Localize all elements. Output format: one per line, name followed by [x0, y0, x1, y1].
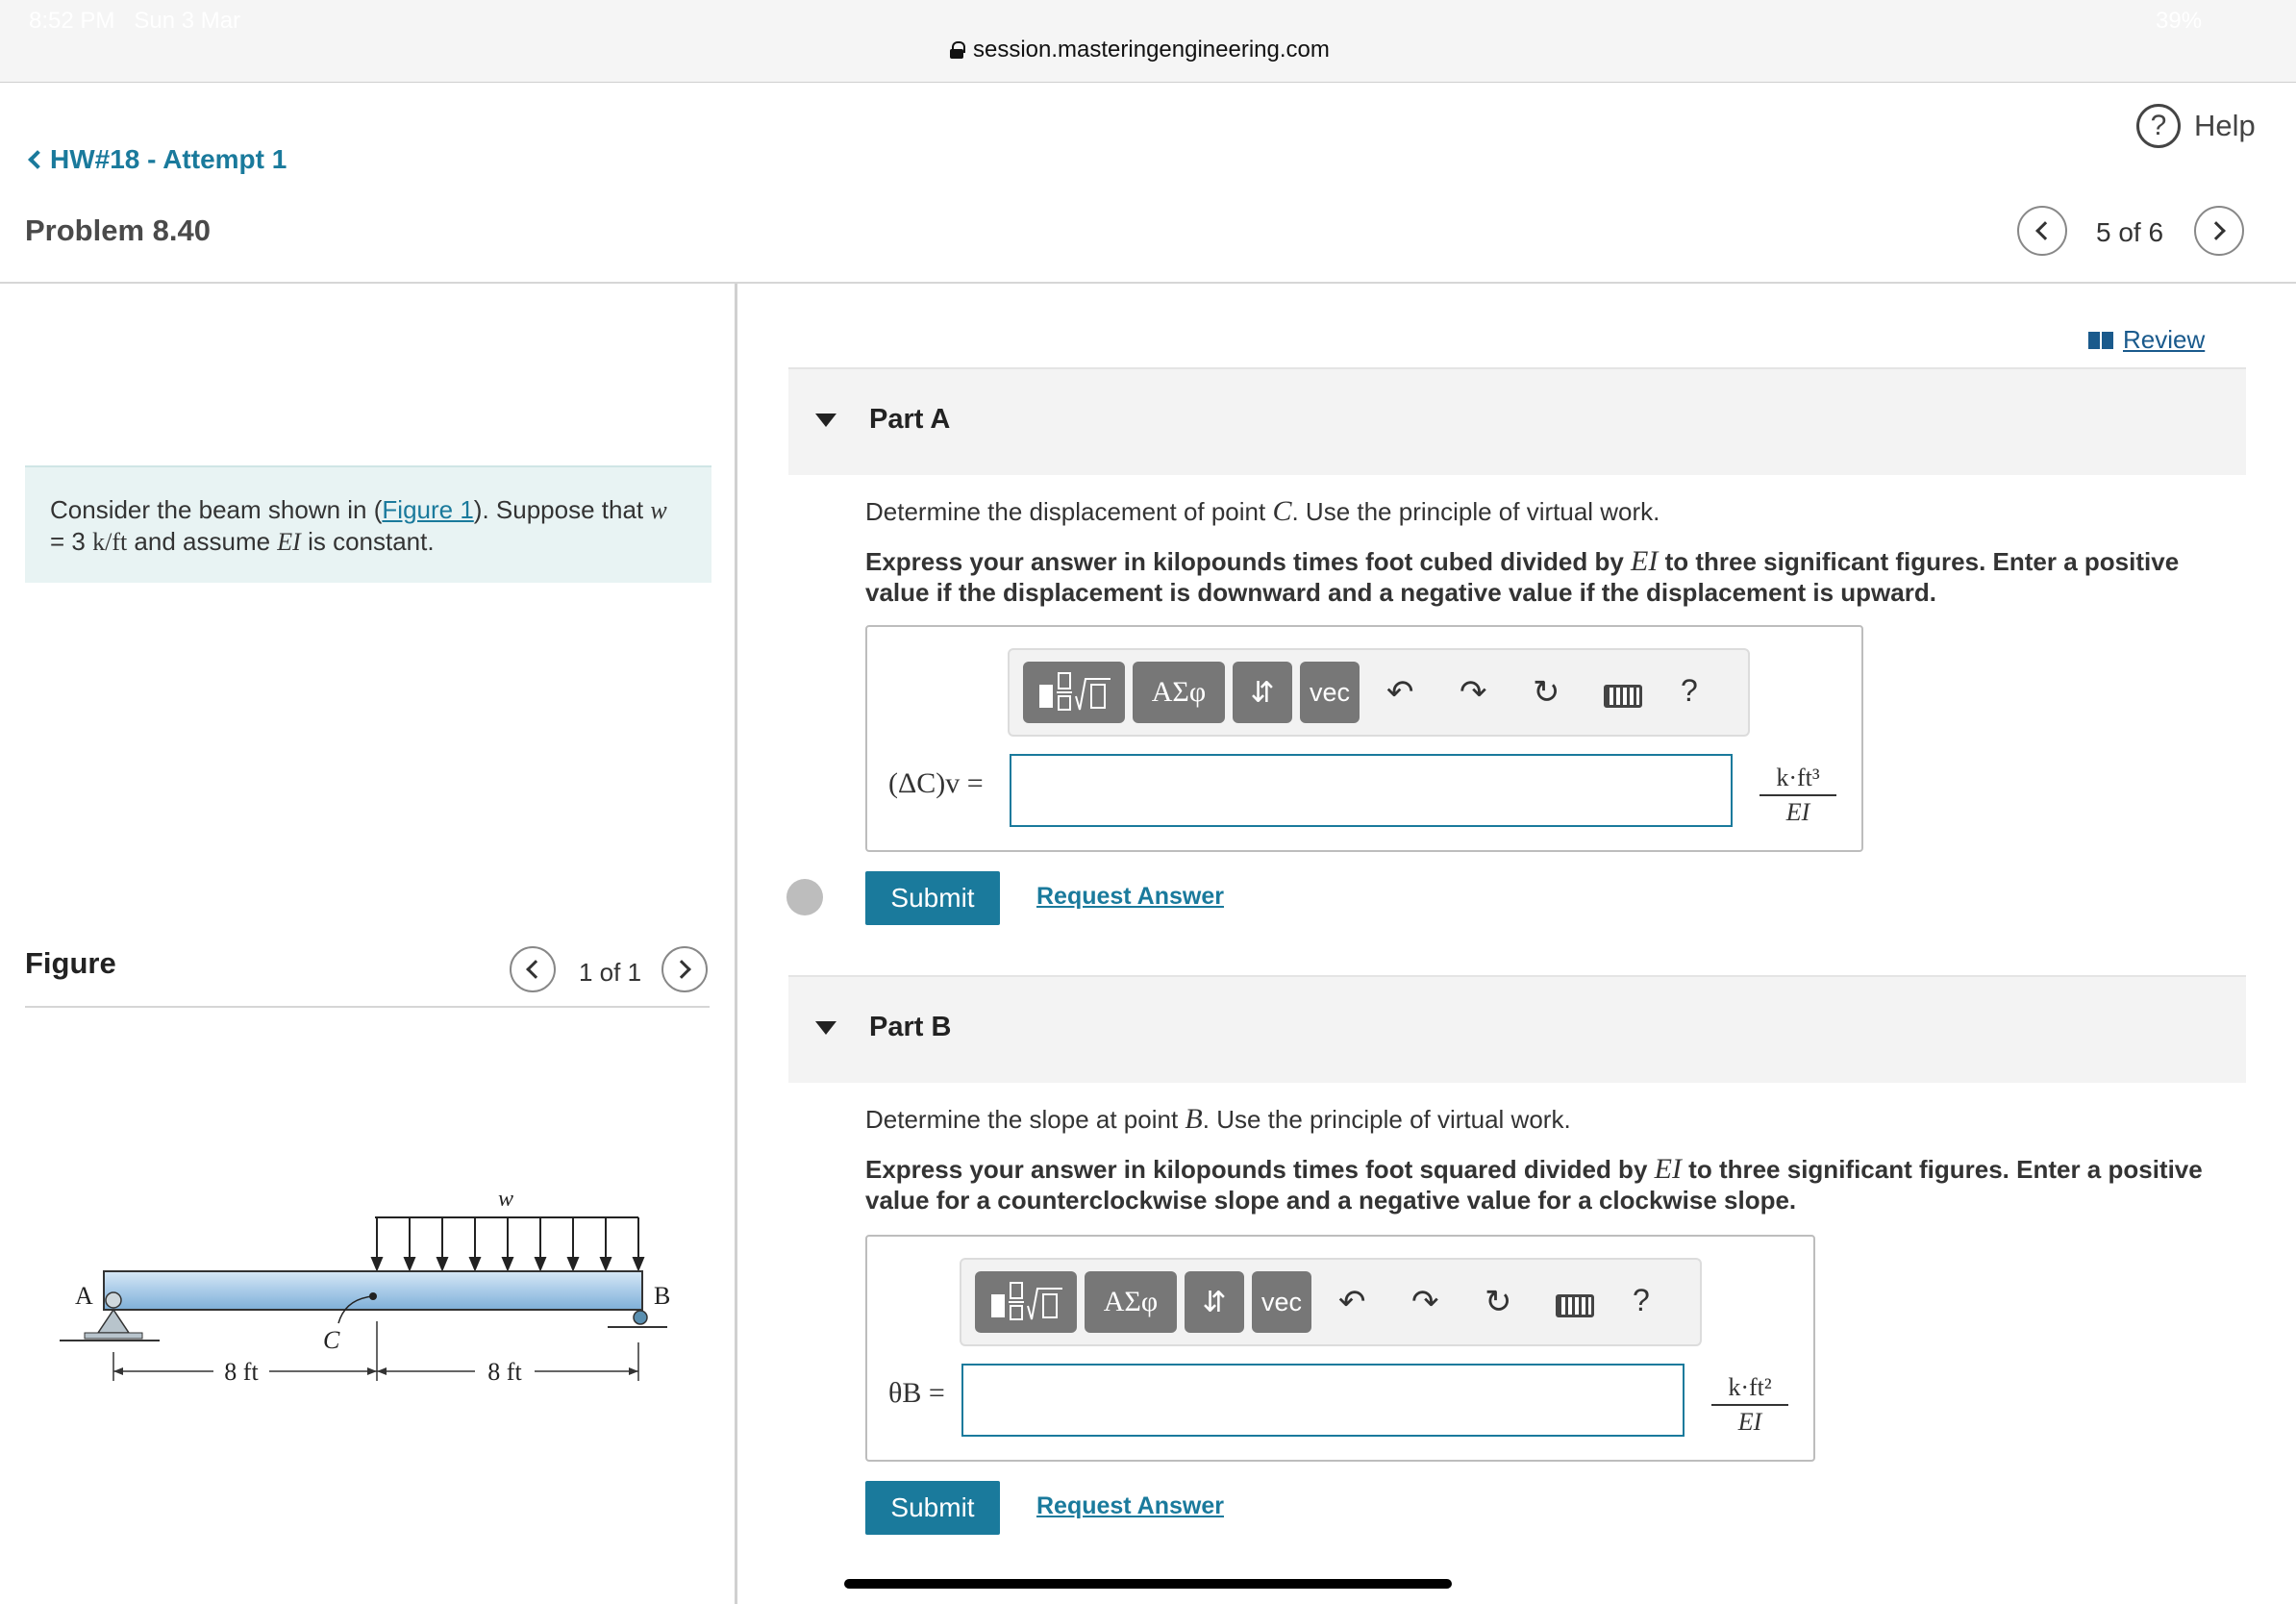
part-b-submit-button[interactable]: Submit	[865, 1481, 1000, 1535]
collapse-triangle-icon	[815, 1021, 836, 1035]
support-b-label: B	[654, 1282, 671, 1310]
math-help-icon[interactable]: ?	[1633, 1283, 1650, 1317]
part-a-instructions: Express your answer in kilopounds times foot cubed divided by EI to three significant figures. Enter a positive value if the displacement is downward and a negative value if the displacement is upward.	[865, 545, 2180, 607]
redo-icon[interactable]: ↷	[1460, 674, 1487, 711]
home-indicator[interactable]	[844, 1579, 1452, 1589]
support-a-label: A	[75, 1282, 93, 1310]
part-b-units: $\frac{\text{k·ft²}}{EI}$	[1711, 1373, 1788, 1437]
keyboard-icon[interactable]	[1556, 1294, 1594, 1317]
problem-position: 5 of 6	[2096, 217, 2164, 247]
part-a-math-toolbar	[1008, 648, 1750, 737]
chevron-left-icon	[2035, 221, 2055, 240]
subscript-superscript-button[interactable]: ⇵	[1185, 1271, 1244, 1333]
part-a-header[interactable]	[788, 367, 2246, 475]
problem-title: Problem 8.40	[25, 213, 211, 247]
part-a-variable-label: (ΔC)v =	[888, 767, 984, 799]
beam-figure	[25, 1164, 679, 1404]
greek-symbols-button[interactable]: ΑΣφ	[1133, 662, 1225, 723]
math-help-icon[interactable]: ?	[1681, 673, 1698, 708]
part-b-answer-box	[865, 1235, 1815, 1462]
previous-figure-button[interactable]	[510, 946, 556, 992]
keyboard-icon[interactable]	[1604, 685, 1642, 708]
previous-problem-button[interactable]	[2017, 206, 2067, 256]
part-a-answer-input[interactable]	[1010, 754, 1733, 827]
dimension-left-label: 8 ft	[224, 1358, 259, 1386]
url-text: session.masteringengineering.com	[973, 37, 1330, 63]
part-a-request-answer-link[interactable]: Request Answer	[1036, 883, 1224, 910]
help-button[interactable]	[2136, 104, 2256, 148]
distributed-load	[372, 1217, 643, 1269]
figure-divider	[25, 1006, 710, 1008]
fraction-sqrt-template-icon	[987, 1281, 1064, 1323]
roller-support-b	[608, 1311, 667, 1327]
part-a-question: Determine the displacement of point C. Use the principle of virtual work.	[865, 495, 1660, 527]
review-link[interactable]	[2088, 325, 2205, 355]
undo-icon[interactable]: ↶	[1338, 1284, 1366, 1320]
load-label: w	[497, 1187, 514, 1212]
templates-button[interactable]	[1023, 662, 1125, 723]
load-arrows	[372, 1217, 643, 1269]
reset-icon[interactable]: ↻	[1533, 674, 1560, 711]
dimension-lines	[113, 1321, 638, 1381]
load-arrow-head	[601, 1258, 611, 1269]
load-arrow-head	[568, 1258, 578, 1269]
next-figure-button[interactable]	[661, 946, 708, 992]
part-a-submit-button[interactable]: Submit	[865, 871, 1000, 925]
panel-divider[interactable]	[735, 284, 737, 1604]
load-arrow-head	[405, 1258, 414, 1269]
part-a-units: $\frac{\text{k·ft³}}{EI}$	[1759, 764, 1836, 827]
part-a-title: Part A	[869, 404, 951, 435]
load-arrow-head	[503, 1258, 512, 1269]
battery-level: 39%	[2156, 8, 2203, 34]
chevron-left-icon	[526, 960, 545, 979]
chevron-right-icon	[672, 960, 691, 979]
part-b-question: Determine the slope at point B. Use the principle of virtual work.	[865, 1103, 1571, 1135]
load-arrow-head	[536, 1258, 545, 1269]
header-divider	[0, 282, 2296, 284]
part-b-header[interactable]	[788, 975, 2246, 1083]
answer-status-indicator	[786, 879, 823, 915]
point-c-label: C	[323, 1326, 340, 1354]
part-b-math-toolbar	[960, 1258, 1702, 1346]
part-b-answer-input[interactable]	[961, 1364, 1685, 1437]
templates-button[interactable]	[975, 1271, 1077, 1333]
figure-link[interactable]: Figure 1	[382, 495, 474, 524]
back-link-label: HW#18 - Attempt 1	[50, 144, 287, 174]
beam	[104, 1271, 642, 1310]
review-label: Review	[2123, 325, 2206, 354]
next-problem-button[interactable]	[2194, 206, 2244, 256]
figure-heading: Figure	[25, 946, 116, 980]
vector-button[interactable]: vec	[1252, 1271, 1311, 1333]
load-arrow-head	[634, 1258, 643, 1269]
chevron-left-icon	[28, 150, 47, 169]
dimension-right-label: 8 ft	[487, 1358, 522, 1386]
help-icon: ?	[2136, 104, 2181, 148]
book-icon	[2088, 332, 2113, 349]
lock-icon	[950, 41, 963, 59]
collapse-triangle-icon	[815, 414, 836, 427]
fraction-sqrt-template-icon	[1036, 671, 1112, 714]
status-time: 8:52 PM Sun 3 Mar	[29, 8, 241, 34]
part-b-request-answer-link[interactable]: Request Answer	[1036, 1492, 1224, 1519]
load-arrow-head	[470, 1258, 480, 1269]
help-label: Help	[2194, 109, 2256, 142]
chevron-right-icon	[2207, 221, 2226, 240]
part-a-answer-box	[865, 625, 1863, 852]
greek-symbols-button[interactable]: ΑΣφ	[1085, 1271, 1177, 1333]
redo-icon[interactable]: ↷	[1411, 1284, 1439, 1320]
part-b-instructions: Express your answer in kilopounds times foot squared divided by EI to three significant figures. Enter a positive value for a counterclockwise slope and a negative value for a clockwise slope.	[865, 1153, 2203, 1215]
address-bar[interactable]	[950, 37, 1330, 63]
load-arrow-head	[437, 1258, 447, 1269]
back-to-assignment-link[interactable]	[25, 144, 287, 175]
problem-intro: Consider the beam shown in (Figure 1). Suppose that w = 3 k/ft and assume EI is constant.	[25, 465, 711, 583]
figure-position: 1 of 1	[579, 958, 642, 987]
reset-icon[interactable]: ↻	[1485, 1284, 1512, 1320]
part-b-title: Part B	[869, 1012, 952, 1042]
load-arrow-head	[372, 1258, 382, 1269]
subscript-superscript-button[interactable]: ⇵	[1233, 662, 1292, 723]
undo-icon[interactable]: ↶	[1386, 674, 1414, 711]
part-b-variable-label: θB =	[888, 1377, 945, 1409]
vector-button[interactable]: vec	[1300, 662, 1360, 723]
